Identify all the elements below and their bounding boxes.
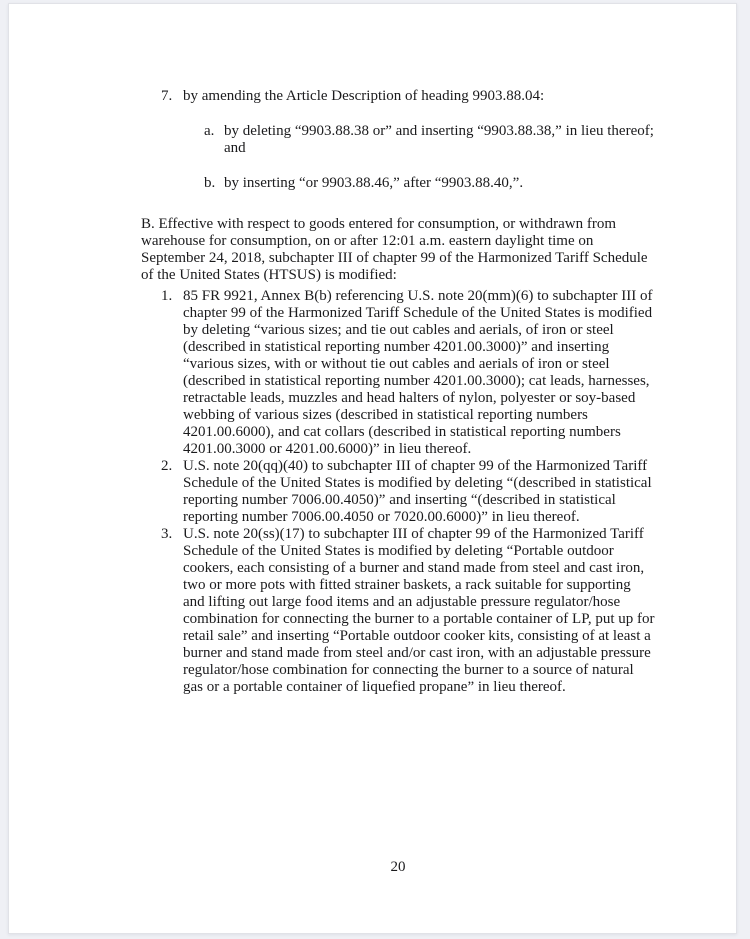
page-content — [141, 4, 655, 696]
modification-item-2-text: U.S. note 20(qq)(40) to subchapter III of chapter 99 of the Harmonized Tariff Schedule of the United States is modified by deleting “(described in statistical reporting number 7006.00.4050)” and inserting “(described in statistical reporting number 7006.00.4050 or 7020.00.6000)” in lieu thereof. — [183, 458, 652, 525]
section-b-paragraph: B. Effective with respect to goods entered for consumption, or withdrawn from warehouse for consumption, on or after 12:01 a.m. eastern daylight time on September 24, 2018, subchapter III of chapter 99 of the Harmonized Tariff Schedule of the United States (HTSUS) is modified: — [141, 216, 648, 283]
page-number: 20 — [390, 859, 406, 875]
modification-item-3 — [161, 526, 655, 696]
list-item-7-marker: 7. — [161, 88, 173, 104]
modification-item-1-text: 85 FR 9921, Annex B(b) referencing U.S. note 20(mm)(6) to subchapter III of chapter 99 of the Harmonized Tariff Schedule of the United States is modified by deleting “various sizes; and tie out cables and aerials, of iron or steel (described in statistical reporting number 4201.00.3000)” and inserting “various sizes, with or without tie out cables and aerials of iron or steel (described in statistical reporting number 4201.00.3000); cat leads, harnesses, retractable leads, muzzles and head halters of nylon, polyester or soy-based webbing of various sizes (described in statistical reporting numbers 4201.00.6000), and cat collars (described in statistical reporting numbers 4201.00.3000 or 4201.00.6000)” in lieu thereof. — [183, 288, 653, 457]
list-subitem-b-marker: b. — [204, 175, 216, 191]
modification-item-2-marker: 2. — [161, 458, 173, 474]
list-item-7 — [161, 88, 655, 105]
list-subitem-a — [204, 123, 655, 157]
modification-list — [141, 288, 655, 696]
modification-item-3-marker: 3. — [161, 526, 173, 542]
list-item-7-text: by amending the Article Description of heading 9903.88.04: — [183, 88, 545, 104]
modification-item-3-text: U.S. note 20(ss)(17) to subchapter III of chapter 99 of the Harmonized Tariff Schedule of the United States is modified by deleting “Portable outdoor cookers, each consisting of a burner and stand made from steel and cast iron, two or more pots with fitted strainer baskets, a rack suitable for supporting and lifting out large food items and an adjustable pressure regulator/hose combination for connecting the burner to a portable container of LP, put up for retail sale” and inserting “Portable outdoor cooker kits, consisting of at least a burner and stand made from steel and/or cast iron, with an adjustable pressure regulator/hose combination for connecting the burner to a source of natural gas or a portable container of liquefied propane” in lieu thereof. — [183, 526, 655, 695]
list-subitem-b-text: by inserting “or 9903.88.46,” after “9903.88.40,”. — [224, 175, 524, 191]
list-subitem-a-marker: a. — [204, 123, 215, 139]
modification-item-2 — [161, 458, 655, 526]
list-subitem-a-text: by deleting “9903.88.38 or” and inserting “9903.88.38,” in lieu thereof; and — [224, 123, 654, 156]
modification-item-1-marker: 1. — [161, 288, 173, 304]
document-page — [8, 3, 737, 934]
modification-item-1 — [161, 288, 655, 458]
list-subitem-b — [204, 175, 655, 192]
